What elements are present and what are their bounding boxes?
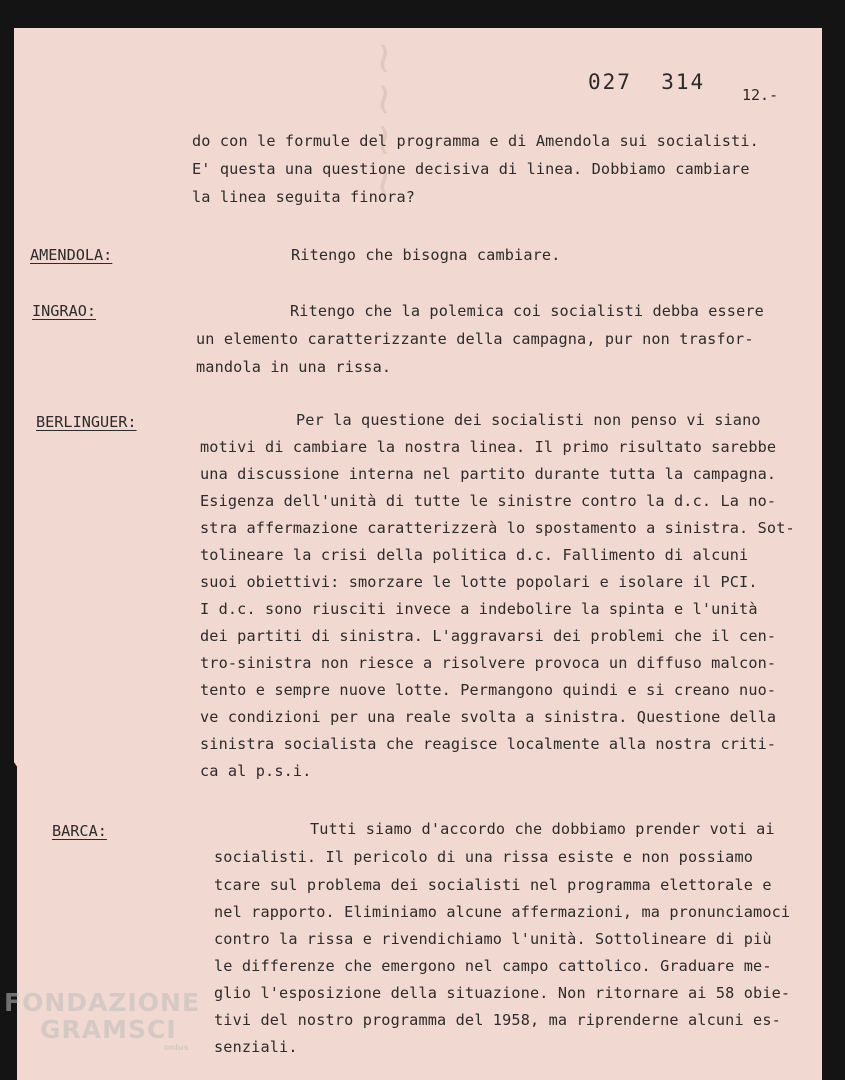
text-line: una discussione interna nel partito durante tutta la campagna. xyxy=(200,465,777,483)
text-line: I d.c. sono riusciti invece a indebolire la spinta e l'unità xyxy=(200,600,758,618)
text-line: E' questa una questione decisiva di linea. Dobbiamo cambiare xyxy=(192,160,750,178)
speaker-label-berlinguer: BERLINGUER: xyxy=(36,413,137,431)
speaker-label-ingrao: INGRAO: xyxy=(32,302,97,320)
text-line: glio l'esposizione della situazione. Non ritornare ai 58 obie- xyxy=(214,984,791,1002)
speaker-label-amendola: AMENDOLA: xyxy=(30,246,113,264)
text-line: le differenze che emergono nel campo cattolico. Graduare me- xyxy=(214,957,772,975)
watermark-line2: GRAMSCI xyxy=(40,1015,177,1044)
text-line: un elemento caratterizzante della campagna, pur non trasfor- xyxy=(196,330,754,348)
watermark-line1: FONDAZIONE xyxy=(4,988,201,1017)
text-line: motivi di cambiare la nostra linea. Il primo risultato sarebbe xyxy=(200,438,777,456)
text-line: ca al p.s.i. xyxy=(200,762,312,780)
text-line: Ritengo che bisogna cambiare. xyxy=(291,246,561,264)
text-line: sinistra socialista che reagisce localmente alla nostra criti- xyxy=(200,735,777,753)
text-line: ve condizioni per una reale svolta a sinistra. Questione della xyxy=(200,708,777,726)
text-line: tro-sinistra non riesce a risolvere provoca un diffuso malcon- xyxy=(200,654,777,672)
archive-number: 027 314 xyxy=(588,70,706,94)
text-line: tento e sempre nuove lotte. Permangono quindi e si creano nuo- xyxy=(200,681,777,699)
text-line: tcare sul problema dei socialisti nel programma elettorale e xyxy=(214,876,772,894)
text-line: la linea seguita finora? xyxy=(192,188,416,206)
speaker-label-barca: BARCA: xyxy=(52,822,107,840)
page-number: 12.- xyxy=(742,86,779,104)
text-line: nel rapporto. Eliminiamo alcune affermazioni, ma pronunciamoci xyxy=(214,903,791,921)
text-line: suoi obiettivi: smorzare le lotte popolari e isolare il PCI. xyxy=(200,573,758,591)
text-line: contro la rissa e rivendichiamo l'unità. Sottolineare di più xyxy=(214,930,772,948)
text-line: Tutti siamo d'accordo che dobbiamo prender voti ai xyxy=(310,820,775,838)
text-line: stra affermazione caratterizzerà lo spostamento a sinistra. Sot- xyxy=(200,519,795,537)
text-line: Per la questione dei socialisti non penso vi siano xyxy=(296,411,761,429)
text-line: Ritengo che la polemica coi socialisti debba essere xyxy=(290,302,764,320)
text-line: socialisti. Il pericolo di una rissa esiste e non possiamo xyxy=(214,848,754,866)
text-line: tolineare la crisi della politica d.c. Fallimento di alcuni xyxy=(200,546,749,564)
text-line: senziali. xyxy=(214,1038,298,1056)
watermark-sub: onlus xyxy=(164,1043,189,1052)
text-line: do con le formule del programma e di Amendola sui socialisti. xyxy=(192,132,759,150)
text-line: tivi del nostro programma del 1958, ma riprenderne alcuni es- xyxy=(214,1011,781,1029)
text-line: mandola in una rissa. xyxy=(196,358,392,376)
text-line: Esigenza dell'unità di tutte le sinistre contro la d.c. La no- xyxy=(200,492,777,510)
text-line: dei partiti di sinistra. L'aggravarsi dei problemi che il cen- xyxy=(200,627,777,645)
